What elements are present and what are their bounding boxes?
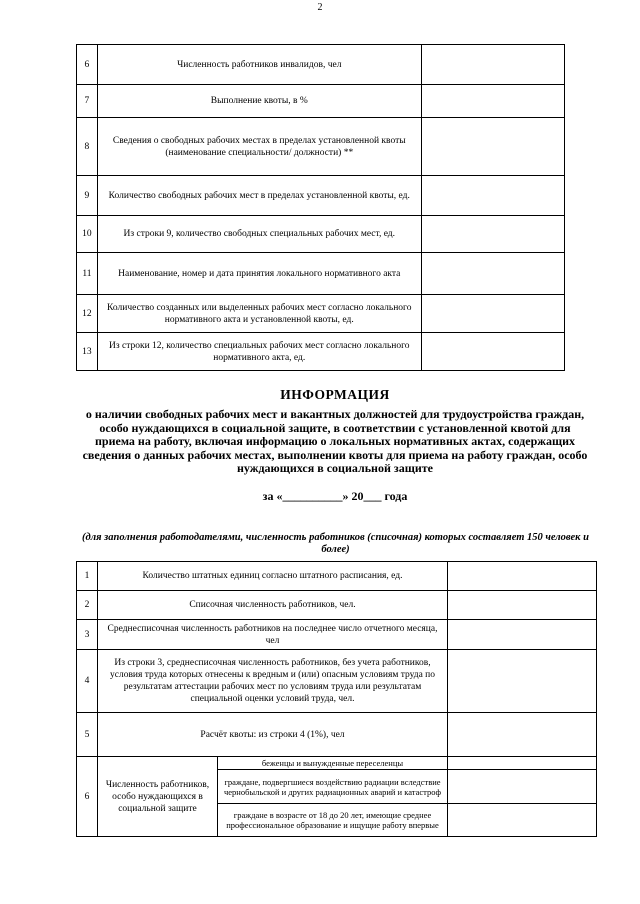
- row-label: Расчёт квоты: из строки 4 (1%), чел: [98, 713, 448, 757]
- row-number: 7: [77, 85, 98, 118]
- row-value-cell[interactable]: [448, 713, 597, 757]
- section-title: ИНФОРМАЦИЯ: [280, 387, 390, 402]
- group-label: Численность работников, особо нуждающихся в социальной защите: [98, 757, 218, 837]
- row-number: 5: [77, 713, 98, 757]
- row-value-cell[interactable]: [421, 176, 564, 216]
- table-row: [77, 85, 565, 118]
- row-number: 6: [77, 757, 98, 837]
- row-value-cell[interactable]: [448, 562, 597, 591]
- table-row: [77, 562, 597, 591]
- row-number: 8: [77, 118, 98, 176]
- table-row: [77, 118, 565, 176]
- row-value-cell[interactable]: [421, 118, 564, 176]
- row-label: Количество свободных рабочих мест в пределах установленной квоты, ед.: [97, 176, 421, 216]
- table-row: [77, 333, 565, 371]
- row-label: Наименование, номер и дата принятия локального нормативного акта: [97, 253, 421, 295]
- row-value-cell[interactable]: [421, 85, 564, 118]
- row-value-cell[interactable]: [421, 216, 564, 253]
- row-label: Количество штатных единиц согласно штатного расписания, ед.: [98, 562, 448, 591]
- reporting-period-field[interactable]: за «__________» 20___ года: [262, 489, 408, 503]
- row-number: 12: [77, 295, 98, 333]
- subrow-label: беженцы и вынужденные переселенцы: [218, 757, 448, 770]
- continued-indicators-table: [76, 44, 565, 371]
- row-value-cell[interactable]: [421, 253, 564, 295]
- row-number: 6: [77, 45, 98, 85]
- quota-info-table: [76, 561, 597, 837]
- table-row: [77, 591, 597, 620]
- row-value-cell[interactable]: [448, 757, 597, 770]
- subrow-label: граждане, подвергшиеся воздействию радиации вследствие чернобыльской и других радиационных аварий и катастроф: [218, 770, 448, 804]
- row-label: Выполнение квоты, в %: [97, 85, 421, 118]
- row-number: 11: [77, 253, 98, 295]
- row-label: Количество созданных или выделенных рабочих мест согласно локального нормативного акта и установленной квоты, ед.: [97, 295, 421, 333]
- row-number: 10: [77, 216, 98, 253]
- table-row: [77, 176, 565, 216]
- row-label: Из строки 12, количество специальных рабочих мест согласно локального нормативного акта, ед.: [97, 333, 421, 371]
- row-label: Сведения о свободных рабочих местах в пределах установленной квоты (наименование специальности/ должности) **: [97, 118, 421, 176]
- row-value-cell[interactable]: [421, 295, 564, 333]
- section-subtitle: о наличии свободных рабочих мест и вакантных должностей для трудоустройства граждан, особо нуждающихся в социальной защите, в соответствии с установленной квотой для приема на работу, включая информацию о локальных нормативных актах, содержащих сведения о данных рабочих местах, выполнении квоты для приема на работу граждан, особо нуждающихся в социальной защите: [82, 407, 588, 475]
- table-row: [77, 757, 597, 770]
- page-number: 2: [317, 2, 323, 13]
- row-number: 3: [77, 620, 98, 650]
- row-value-cell[interactable]: [448, 804, 597, 837]
- row-number: 13: [77, 333, 98, 371]
- row-value-cell[interactable]: [421, 45, 564, 85]
- row-label: Из строки 3, среднесписочная численность работников, без учета работников, условия труда которых отнесены к вредным и (или) опасным условиям труда по результатам аттестации рабочих мест по условиям труда или результатам специальной оценки условий труда, чел.: [98, 650, 448, 713]
- row-value-cell[interactable]: [448, 591, 597, 620]
- applicability-note: (для заполнения работодателями, численность работников (списочная) которых составляет 150 человек и более): [82, 532, 589, 555]
- row-value-cell[interactable]: [448, 620, 597, 650]
- row-value-cell[interactable]: [421, 333, 564, 371]
- row-value-cell[interactable]: [448, 650, 597, 713]
- row-value-cell[interactable]: [448, 770, 597, 804]
- row-label: Численность работников инвалидов, чел: [97, 45, 421, 85]
- table-row: [77, 295, 565, 333]
- row-label: Списочная численность работников, чел.: [98, 591, 448, 620]
- table-row: [77, 713, 597, 757]
- row-label: Среднесписочная численность работников на последнее число отчетного месяца, чел: [98, 620, 448, 650]
- row-number: 2: [77, 591, 98, 620]
- table-row: [77, 45, 565, 85]
- row-number: 9: [77, 176, 98, 216]
- row-number: 4: [77, 650, 98, 713]
- row-number: 1: [77, 562, 98, 591]
- subrow-label: граждане в возрасте от 18 до 20 лет, имеющие среднее профессиональное образование и ищущие работу впервые: [218, 804, 448, 837]
- table-row: [77, 216, 565, 253]
- row-label: Из строки 9, количество свободных специальных рабочих мест, ед.: [97, 216, 421, 253]
- table-row: [77, 650, 597, 713]
- table-row: [77, 620, 597, 650]
- table-row: [77, 253, 565, 295]
